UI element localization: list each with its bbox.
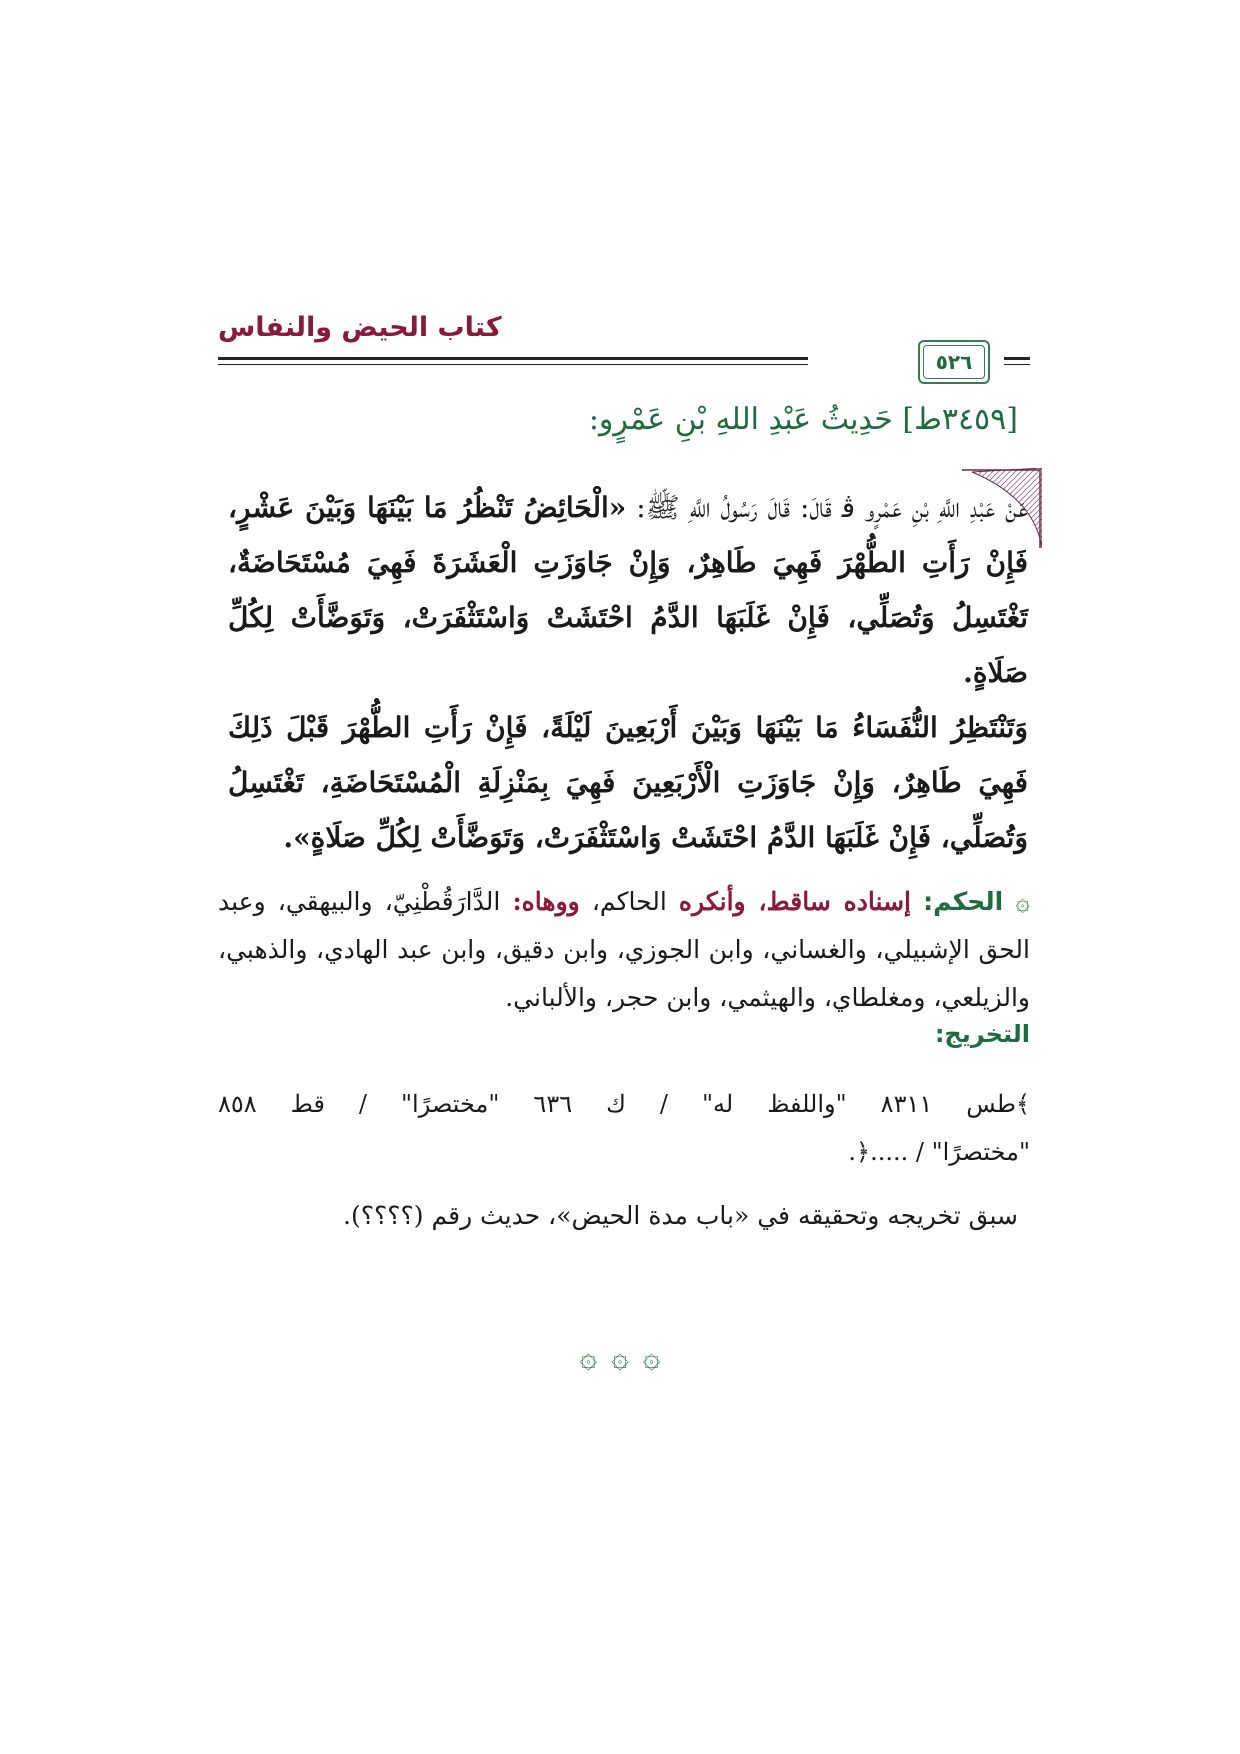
- ruling-weakened-label: ووهاه:: [512, 887, 580, 916]
- ruling-verdict: إسناده ساقط، وأنكره: [678, 887, 911, 916]
- ruling-paragraph: [218, 878, 1030, 1022]
- header-rule-thin: [218, 364, 808, 365]
- previous-note: سبق تخريجه وتحقيقه في «باب مدة الحيض»، حديث رقم (؟؟؟؟).: [343, 1201, 1018, 1230]
- ruling-label: الحكم:: [923, 887, 1004, 916]
- hadith-intro: عَنْ عَبْدِ اللَّهِ بْنِ عَمْرٍو ﭬ قَالَ: قَالَ رَسُولُ اللَّهِ ﷺ:: [626, 491, 1028, 524]
- book-title: كتاب الحيض والنفاس: [218, 312, 502, 343]
- takhrij-line-2: "مختصرًا" / .....﴿.: [848, 1138, 1030, 1166]
- page-number-badge: [918, 340, 990, 384]
- header-rule-thin-right: [1004, 364, 1030, 365]
- page-header: [218, 312, 1030, 392]
- takhrij-line-1: ﴾طس ٨٣١١ "واللفظ له" / ك ٦٣٦ "مختصرًا" / قط ٨٥٨: [218, 1090, 1030, 1118]
- section-title: حَدِيثُ عَبْدِ اللهِ بْنِ عَمْرٍو:: [588, 402, 893, 437]
- hadith-ref: [٣٤٥٩ط]: [902, 402, 1018, 437]
- header-rule-thick: [218, 357, 808, 360]
- flower-icon: ۞: [1015, 887, 1030, 916]
- section-heading: [589, 402, 1018, 437]
- takhrij-label: التخريج:: [934, 1020, 1030, 1048]
- section-divider: [540, 1338, 700, 1378]
- takhrij-references: [218, 1080, 1030, 1176]
- hadith-paragraph-1: [228, 480, 1028, 700]
- hadith-matn-1: «الْحَائِضُ تَنْظُرُ مَا بَيْنَهَا وَبَيْنَ عَشْرٍ، فَإِنْ رَأَتِ الطُّهْرَ فَهِيَ طَاهِرٌ، وَإِنْ جَاوَزَتِ الْعَشَرَةَ فَهِيَ مُسْتَحَاضَةٌ، تَغْتَسِلُ وَتُصَلِّي، فَإِنْ غَلَبَهَا الدَّمُ احْتَشَتْ وَاسْتَثْفَرَتْ، وَتَوَضَّأَتْ لِكُلِّ صَلَاةٍ.: [228, 491, 1028, 689]
- header-rule-thick-right: [1004, 357, 1030, 360]
- flower-icon: ۞: [611, 1340, 629, 1375]
- flower-icon: ۞: [579, 1340, 598, 1375]
- hadith-text: [228, 480, 1028, 865]
- ruling-part1: الحاكم،: [579, 887, 679, 916]
- hadith-block: [218, 480, 1028, 854]
- hadith-paragraph-2: وَتَنْتَظِرُ النُّفَسَاءُ مَا بَيْنَهَا وَبَيْنَ أَرْبَعِينَ لَيْلَةً، فَإِنْ رَأَتِ الطُّهْرَ قَبْلَ ذَلِكَ فَهِيَ طَاهِرٌ، وَإِنْ جَاوَزَتِ الْأَرْبَعِينَ فَهِيَ بِمَنْزِلَةِ الْمُسْتَحَاضَةِ، تَغْتَسِلُ وَتُصَلِّي، فَإِنْ غَلَبَهَا الدَّمُ احْتَشَتْ وَاسْتَثْفَرَتْ، وَتَوَضَّأَتْ لِكُلِّ صَلَاةٍ».: [228, 711, 1028, 854]
- page-number: ٥٢٦: [935, 350, 973, 374]
- flower-icon: ۞: [642, 1340, 661, 1375]
- ruling-part2: الدَّارَقُطْنِيّ، والبيهقي، وعبد الحق الإشبيلي، والغساني، وابن الجوزي، وابن دقيق، وابن عبد الهادي، والذهبي، والزيلعي، ومغلطاي، والهيثمي، وابن حجر، والألباني.: [218, 887, 1030, 1012]
